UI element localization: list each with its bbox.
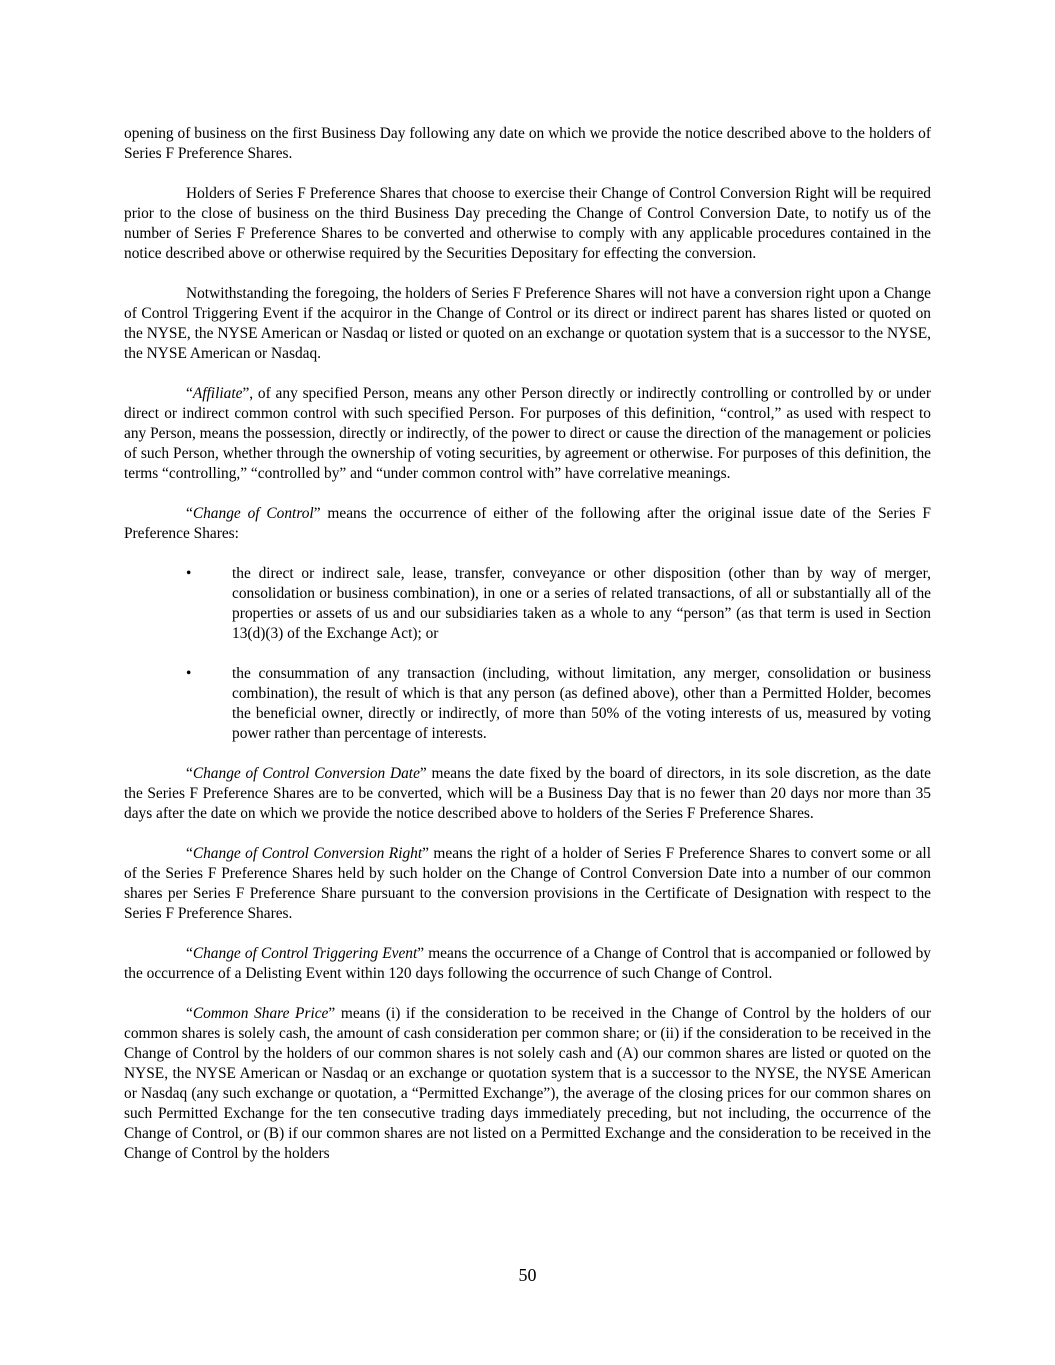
defined-term: Affiliate <box>192 385 243 402</box>
open-quote: “ <box>186 765 193 782</box>
definition-common-share-price <box>124 1004 931 1164</box>
definition-text: ” means the right of a holder of Series F Preference Shares to convert some or all of the Series F Preference Shares held by such holder on the Change of Control Conversion Date into a number of our common shares per Series F Preference Share pursuant to the conversion provisions in the Certificate of Designation with respect to the Series F Preference Shares. <box>124 845 931 922</box>
definition-text: ”, of any specified Person, means any other Person directly or indirectly controlling or controlled by or under direct or indirect common control with such specified Person. For purposes of this definition, “control,” as used with respect to any Person, means the possession, directly or indirectly, of the power to direct or cause the direction of the management or policies of such Person, whether through the ownership of voting securities, by agreement or otherwise. For purposes of this definition, the terms “controlling,” “controlled by” and “under common control with” have correlative meanings. <box>124 385 931 482</box>
open-quote: “ <box>186 505 193 522</box>
definition-triggering-event <box>124 944 931 984</box>
definition-change-of-control <box>124 504 931 544</box>
defined-term: Change of Control <box>192 505 314 522</box>
open-quote: “ <box>186 385 193 402</box>
list-item <box>124 564 931 644</box>
list-item-text: the direct or indirect sale, lease, transfer, conveyance or other disposition (other than by way of merger, consolidation or business combination), in one or a series of related transactions, of all or substantially all of the properties or assets of us and our subsidiaries taken as a whole to any “person” (as that term is used in Section 13(d)(3) of the Exchange Act); or <box>232 565 931 642</box>
definition-text: ” means (i) if the consideration to be received in the Change of Control by the holders of our common shares is solely cash, the amount of cash consideration per common share; or (ii) if the consideration to be received in the Change of Control by the holders of our common shares is not solely cash and (A) our common shares are listed or quoted on the NYSE, the NYSE American or Nasdaq or an exchange or quotation system that is a successor to the NYSE, the NYSE American or Nasdaq (any such exchange or quotation, a “Permitted Exchange”), the average of the closing prices for our common shares on such Permitted Exchange for the ten consecutive trading days immediately preceding, but not including, the occurrence of the Change of Control, or (B) if our common shares are not listed on a Permitted Exchange and the consideration to be received in the Change of Control by the holders <box>124 1005 931 1162</box>
paragraph-notwithstanding: Notwithstanding the foregoing, the holders of Series F Preference Shares will not have a conversion right upon a Change of Control Triggering Event if the acquiror in the Change of Control or its direct or indirect parent has shares listed or quoted on the NYSE, the NYSE American or Nasdaq or listed or quoted on an exchange or quotation system that is a successor to the NYSE, the NYSE American or Nasdaq. <box>124 285 931 362</box>
defined-term: Change of Control Conversion Date <box>192 765 420 782</box>
bullet-icon: • <box>186 665 192 682</box>
definition-conversion-date <box>124 764 931 824</box>
list-item <box>124 664 931 744</box>
open-quote: “ <box>186 1005 193 1022</box>
paragraph-continuation: opening of business on the first Business Day following any date on which we provide the notice described above to the holders of Series F Preference Shares. <box>124 125 931 162</box>
definition-text: ” means the date fixed by the board of directors, in its sole discretion, as the date the Series F Preference Shares are to be converted, which will be a Business Day that is no fewer than 20 days nor more than 35 days after the date on which we provide the notice described above to holders of the Series F Preference Shares. <box>124 765 931 822</box>
open-quote: “ <box>186 945 193 962</box>
defined-term: Common Share Price <box>192 1005 329 1022</box>
definition-text: ” means the occurrence of a Change of Control that is accompanied or followed by the occurrence of a Delisting Event within 120 days following the occurrence of such Change of Control. <box>124 945 931 982</box>
page-number: 50 <box>518 1265 537 1285</box>
paragraph-holders-exercise: Holders of Series F Preference Shares that choose to exercise their Change of Control Conversion Right will be required prior to the close of business on the third Business Day preceding the Change of Control Conversion Date, to notify us of the number of Series F Preference Shares to be converted and otherwise to comply with any applicable procedures contained in the notice described above or otherwise required by the Securities Depositary for effecting the conversion. <box>124 185 931 262</box>
bullet-list <box>124 564 931 744</box>
definition-affiliate <box>124 384 931 484</box>
bullet-icon: • <box>186 565 192 582</box>
list-item-text: the consummation of any transaction (including, without limitation, any merger, consolidation or business combination), the result of which is that any person (as defined above), other than a Permitted Holder, becomes the beneficial owner, directly or indirectly, of more than 50% of the voting interests of us, measured by voting power rather than percentage of interests. <box>232 665 931 742</box>
defined-term: Change of Control Conversion Right <box>192 845 423 862</box>
open-quote: “ <box>186 845 193 862</box>
definition-conversion-right <box>124 844 931 924</box>
document-page <box>124 124 931 1184</box>
definition-text: ” means the occurrence of either of the following after the original issue date of the Series F Preference Shares: <box>124 505 931 542</box>
defined-term: Change of Control Triggering Event <box>192 945 418 962</box>
